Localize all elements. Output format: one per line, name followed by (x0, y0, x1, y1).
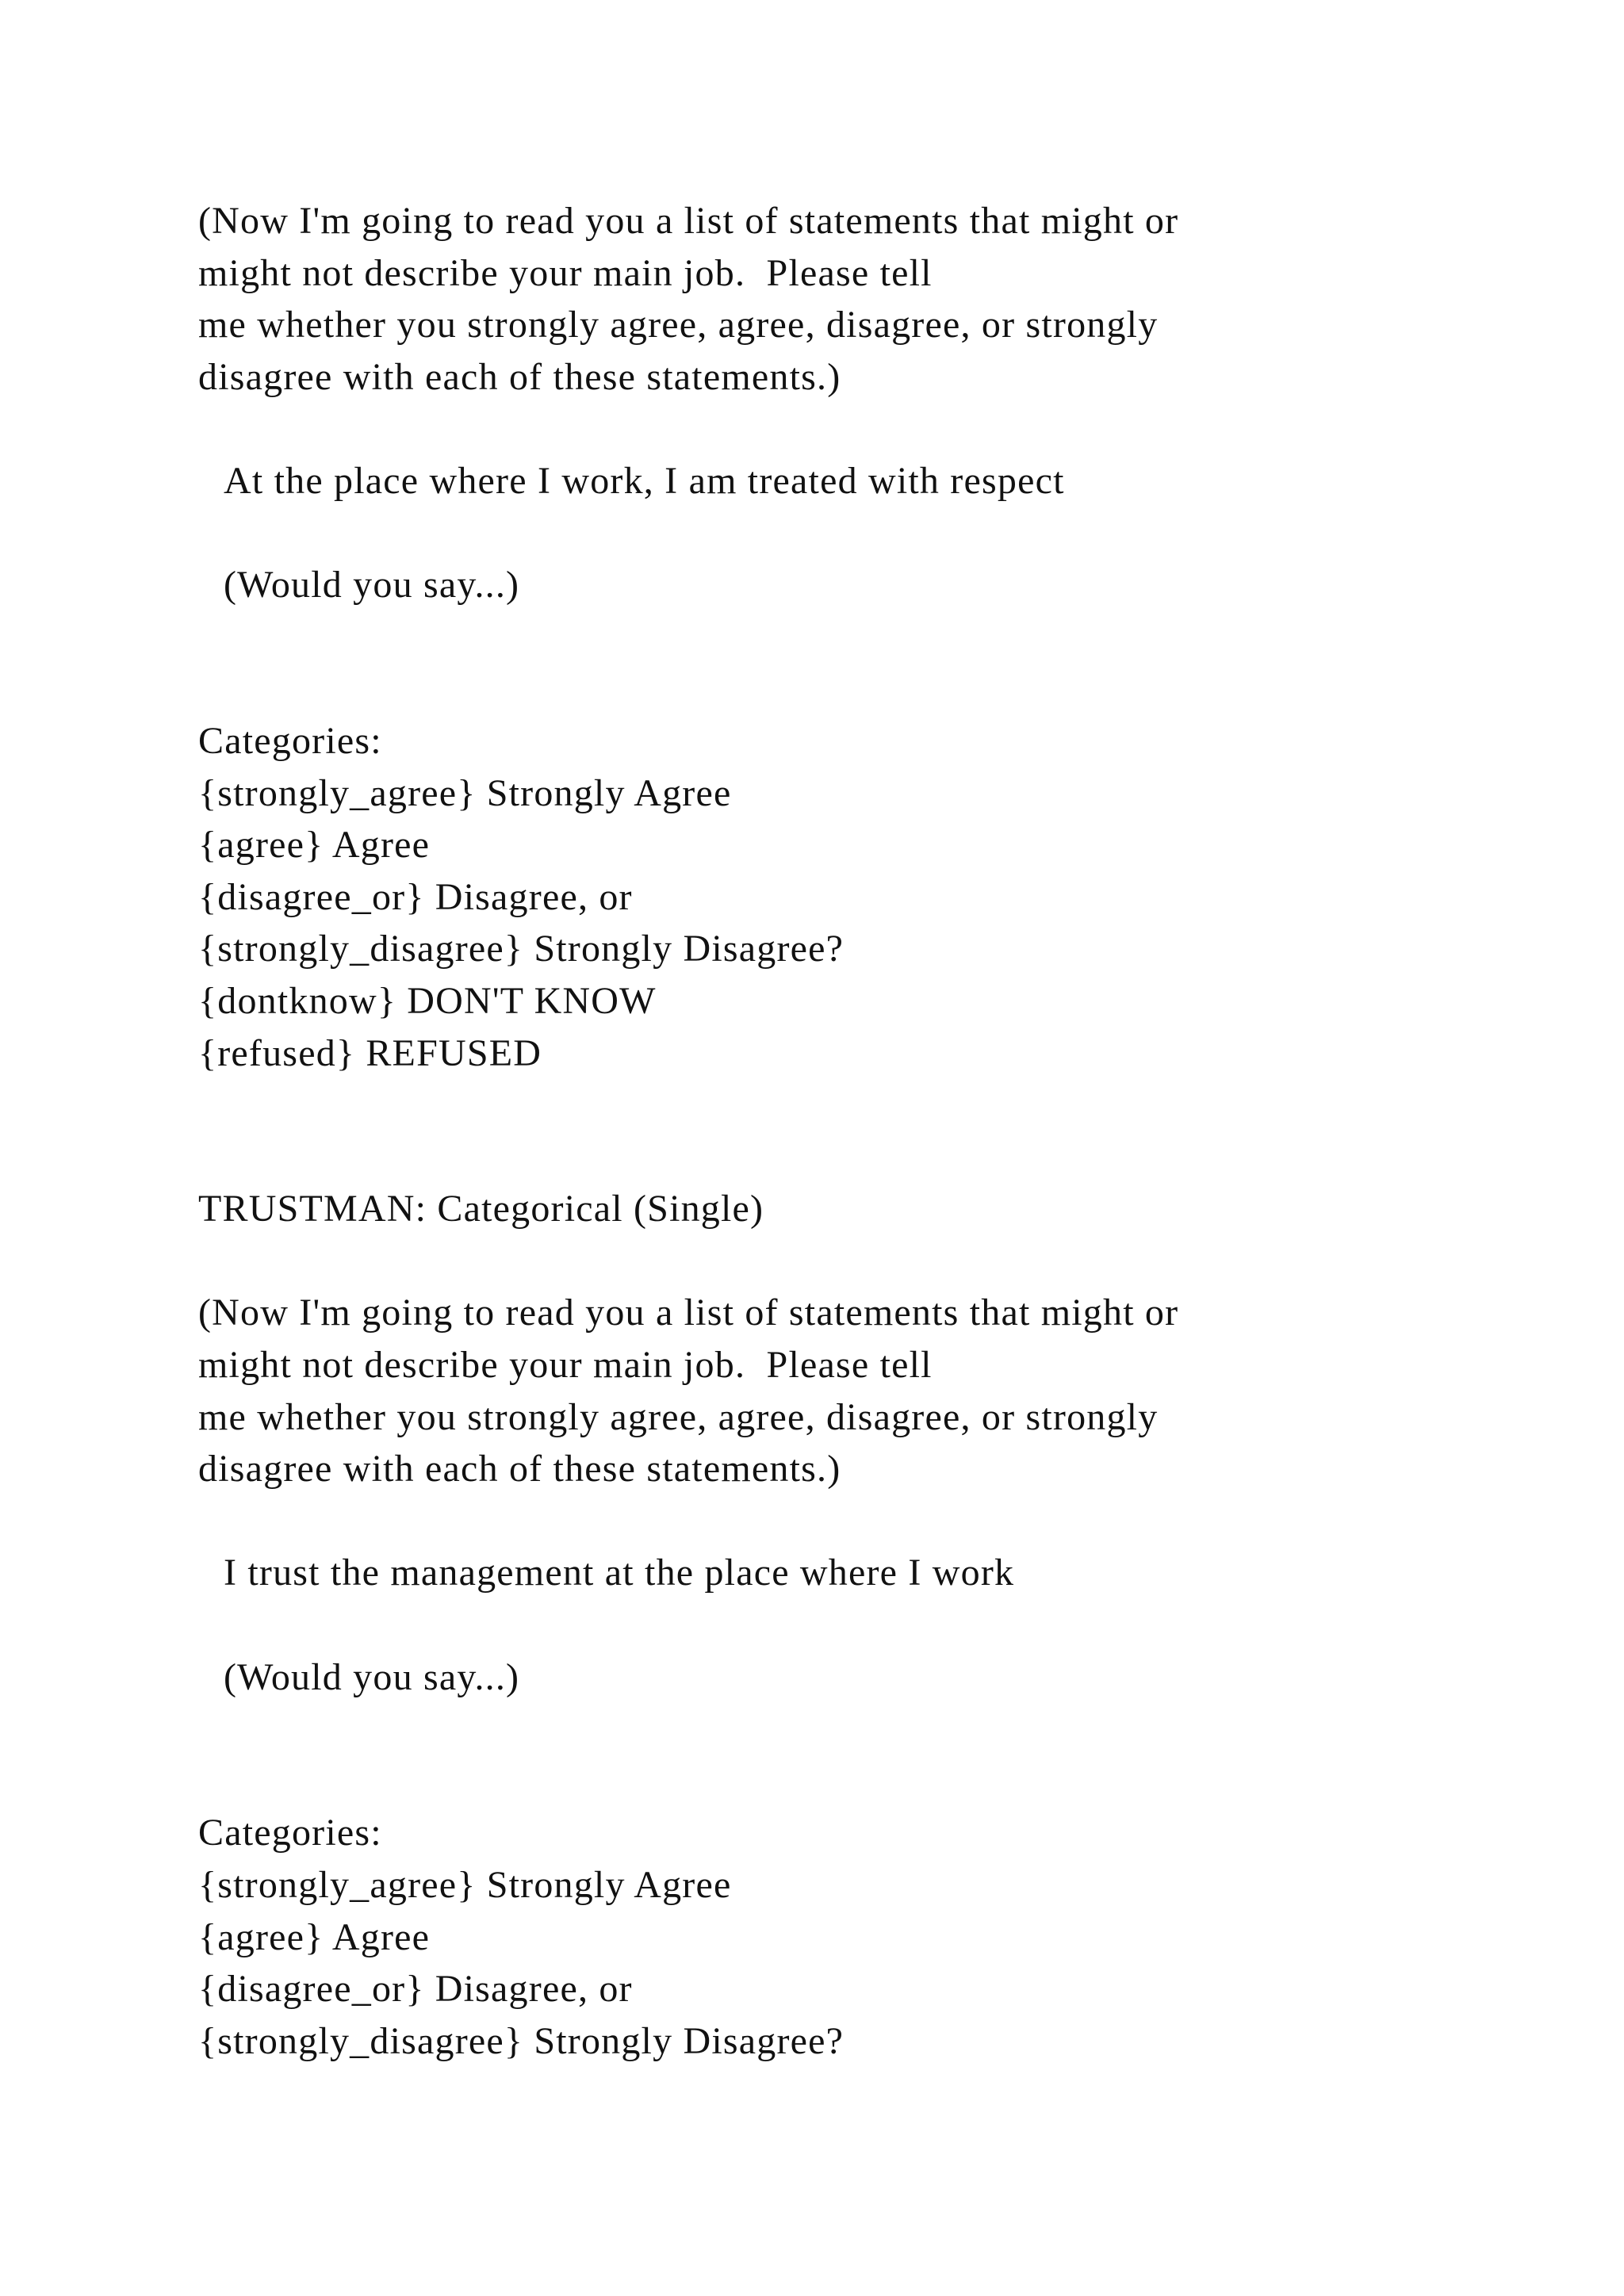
intro-line: (Now I'm going to read you a list of statements that might or (198, 1292, 1179, 1334)
category-item: {agree} Agree (198, 1915, 431, 1958)
statement-text: At the place where I work, I am treated with respect (224, 459, 1065, 502)
statement-text: I trust the management at the place where I work (224, 1552, 1015, 1594)
blank-line (198, 1235, 1507, 1288)
intro-line: (Now I'm going to read you a list of statements that might or (198, 200, 1179, 242)
question-block-respect (198, 195, 1507, 1079)
category-item: {refused} REFUSED (198, 1031, 542, 1074)
blank-line (198, 1495, 1507, 1548)
blank-line (198, 611, 1507, 715)
intro-line: might not describe your main job. Please tell (198, 1344, 933, 1387)
blank-line (198, 1079, 1507, 1183)
document-body (198, 195, 1507, 2067)
intro-line: me whether you strongly agree, agree, disagree, or strongly (198, 304, 1159, 346)
question-block-trustman (198, 1183, 1507, 2067)
category-item: {strongly_disagree} Strongly Disagree? (198, 2019, 845, 2062)
intro-line: disagree with each of these statements.) (198, 1448, 841, 1490)
category-item: {dontknow} DON'T KNOW (198, 979, 657, 1022)
intro-line: me whether you strongly agree, agree, disagree, or strongly (198, 1395, 1159, 1438)
blank-line (198, 403, 1507, 455)
categories-label: Categories: (198, 1812, 382, 1854)
category-item: {disagree_or} Disagree, or (198, 1968, 633, 2011)
question-heading: TRUSTMAN: Categorical (Single) (198, 1188, 764, 1230)
blank-line (198, 1703, 1507, 1807)
prompt-text: (Would you say...) (224, 564, 520, 607)
category-item: {disagree_or} Disagree, or (198, 875, 633, 918)
intro-line: might not describe your main job. Please tell (198, 251, 933, 294)
category-item: {strongly_disagree} Strongly Disagree? (198, 928, 845, 970)
intro-line: disagree with each of these statements.) (198, 355, 841, 398)
prompt-text: (Would you say...) (224, 1655, 520, 1698)
category-item: {strongly_agree} Strongly Agree (198, 771, 732, 814)
category-item: {strongly_agree} Strongly Agree (198, 1864, 732, 1906)
blank-line (198, 507, 1507, 560)
categories-label: Categories: (198, 719, 382, 762)
category-item: {agree} Agree (198, 824, 431, 867)
blank-line (198, 1599, 1507, 1651)
